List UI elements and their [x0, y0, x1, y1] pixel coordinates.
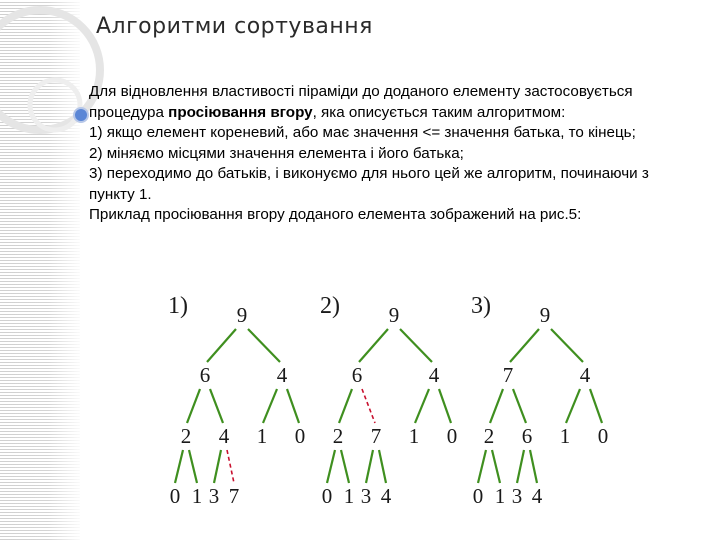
tree-edge — [510, 329, 539, 362]
node-level-3: 3 — [511, 484, 523, 508]
node-level-3: 0 — [472, 484, 484, 508]
algorithm-step-2: 2) міняємо місцями значення елемента і його батька; — [89, 144, 464, 162]
tree-edge — [590, 389, 602, 423]
node-level-3: 0 — [169, 484, 181, 508]
node-level-2: 0 — [446, 424, 458, 448]
tree-edge — [210, 389, 223, 423]
node-level-1: 4 — [276, 363, 288, 387]
tree-edge — [415, 389, 429, 423]
slide-title: Алгоритми сортування — [96, 14, 373, 39]
node-level-2: 1 — [256, 424, 268, 448]
tree-edge — [366, 450, 373, 483]
tree-edge — [566, 389, 580, 423]
node-level-3: 4 — [531, 484, 543, 508]
node-level-3: 3 — [360, 484, 372, 508]
node-level-3: 7 — [228, 484, 240, 508]
intro-text: Для відновлення властивості піраміди до доданого елементу застосовується процедура — [89, 83, 633, 121]
tree-edge — [530, 450, 537, 483]
tree-edge — [341, 450, 349, 483]
tree-edge — [339, 389, 352, 423]
node-level-3: 4 — [380, 484, 392, 508]
tree-edge — [490, 389, 503, 423]
node-root: 9 — [236, 303, 248, 327]
step-label-2: 2) — [320, 293, 340, 319]
node-level-1: 4 — [579, 363, 591, 387]
node-level-2: 0 — [597, 424, 609, 448]
intro-bold-term: просіювання вгору — [168, 103, 313, 121]
intro-text-end: , яка описується таким алгоритмом: — [312, 103, 566, 121]
node-level-2: 7 — [370, 424, 382, 448]
tree-edge — [513, 389, 526, 423]
node-root: 9 — [539, 303, 551, 327]
tree-edge — [439, 389, 451, 423]
tree-edge — [327, 450, 335, 483]
node-level-1: 7 — [502, 363, 514, 387]
node-level-1: 6 — [199, 363, 211, 387]
node-level-2: 1 — [408, 424, 420, 448]
tree-edge — [175, 450, 183, 483]
node-level-2: 2 — [180, 424, 192, 448]
tree-edge — [400, 329, 432, 362]
node-level-2: 2 — [332, 424, 344, 448]
algorithm-step-1: 1) якщо елемент кореневий, або має значення <= значення батька, то кінець; — [89, 124, 636, 141]
node-level-2: 2 — [483, 424, 495, 448]
tree-edge — [187, 389, 200, 423]
tree-edge — [248, 329, 280, 362]
node-level-3: 1 — [494, 484, 506, 508]
node-level-3: 0 — [321, 484, 333, 508]
tree-edge — [379, 450, 386, 483]
tree-edge — [478, 450, 486, 483]
node-level-2: 6 — [521, 424, 533, 448]
node-level-1: 4 — [428, 363, 440, 387]
node-level-2: 1 — [559, 424, 571, 448]
node-root: 9 — [388, 303, 400, 327]
example-caption: Приклад просіювання вгору доданого елемента зображений на рис.5: — [89, 206, 582, 223]
node-level-2: 0 — [294, 424, 306, 448]
node-level-3: 1 — [191, 484, 203, 508]
algorithm-step-3: 3) переходимо до батьків, і виконуємо для нього цей же алгоритм, починаючи з пункту 1. — [89, 165, 649, 203]
node-level-2: 4 — [218, 424, 230, 448]
sift-up-edge — [227, 450, 234, 483]
tree-edge — [359, 329, 388, 362]
tree-edge — [551, 329, 583, 362]
tree-edge — [263, 389, 277, 423]
tree-edge — [492, 450, 500, 483]
sift-up-edge — [362, 389, 375, 423]
tree-edge — [214, 450, 221, 483]
node-level-1: 6 — [351, 363, 363, 387]
step-label-3: 3) — [471, 293, 491, 319]
node-level-3: 1 — [343, 484, 355, 508]
node-level-3: 3 — [208, 484, 220, 508]
tree-edge — [287, 389, 299, 423]
tree-edge — [189, 450, 197, 483]
tree-edge — [207, 329, 236, 362]
tree-edge — [517, 450, 524, 483]
step-label-1: 1) — [168, 293, 188, 319]
